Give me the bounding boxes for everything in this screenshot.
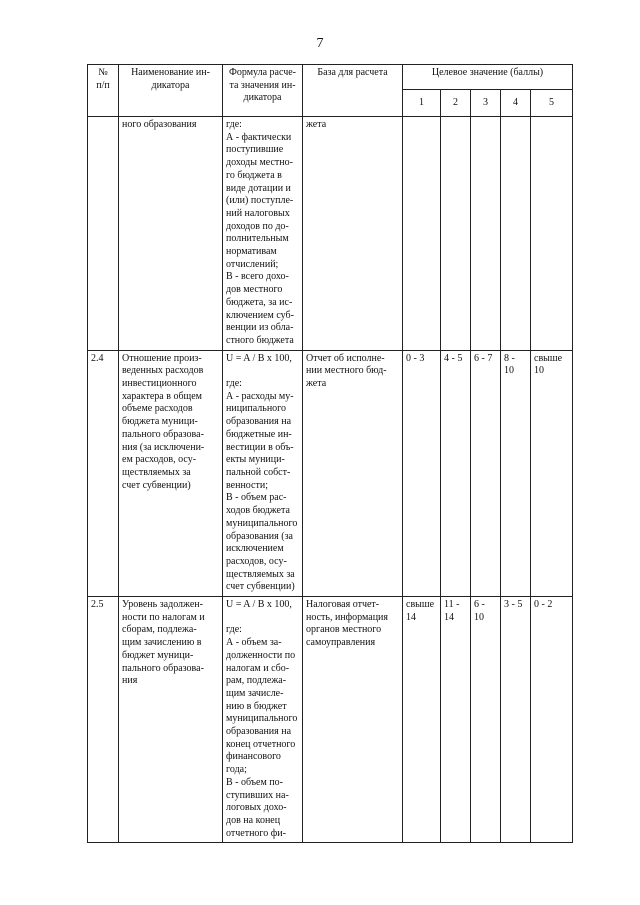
formula-cell: где: А - фактически поступившие доходы местно- го бюджета в виде дотации и (или) поступле- ний налоговых доходов по до- полнительным нормативам отчислений; В - всего дохо- дов местного бюджета, за ис- ключением суб- венции из обла- стного бюджета <box>223 117 303 351</box>
table-row <box>88 117 573 351</box>
target-value-1: свыше 14 <box>403 597 441 843</box>
base-cell: жета <box>303 117 403 351</box>
target-value-3: 6 - 7 <box>471 350 501 596</box>
base-cell: Отчет об исполне- нии местного бюд- жета <box>303 350 403 596</box>
header-formula: Формула расче- та значения ин- дикатора <box>223 65 303 117</box>
page-number: 7 <box>316 36 324 51</box>
target-value-3 <box>471 117 501 351</box>
formula-cell: U = A / B x 100, где: А - расходы му- ниципального образования на бюджетные ин- вестиции в объ- екты муници- пальной собст- венности; В - объем рас- ходов бюджета муниципального образования (за исключением расходов, осу- ществляемых за счет субвенции) <box>223 350 303 596</box>
target-value-4: 8 - 10 <box>501 350 531 596</box>
header-score-4: 4 <box>501 90 531 117</box>
target-value-1: 0 - 3 <box>403 350 441 596</box>
header-indicator-name: Наименование ин- дикатора <box>119 65 223 117</box>
header-score-1: 1 <box>403 90 441 117</box>
target-value-4: 3 - 5 <box>501 597 531 843</box>
indicator-table <box>87 64 573 843</box>
table-row <box>88 597 573 843</box>
header-score-3: 3 <box>471 90 501 117</box>
target-value-2: 11 - 14 <box>441 597 471 843</box>
indicator-name: ного образования <box>119 117 223 351</box>
table-row <box>88 350 573 596</box>
header-row <box>88 65 573 90</box>
formula-cell: U = A / B x 100, где: А - объем за- долженности по налогам и сбо- рам, подлежа- щим зачисле- нию в бюджет муниципального образования на конец отчетного финансового года; В - объем по- ступивших на- логовых дохо- дов на конец отчетного фи- <box>223 597 303 843</box>
target-value-5: свыше 10 <box>531 350 573 596</box>
header-target-value: Целевое значение (баллы) <box>403 65 573 90</box>
target-value-3: 6 - 10 <box>471 597 501 843</box>
row-number <box>88 117 119 351</box>
target-value-2: 4 - 5 <box>441 350 471 596</box>
target-value-5 <box>531 117 573 351</box>
target-value-2 <box>441 117 471 351</box>
header-score-5: 5 <box>531 90 573 117</box>
header-base: База для расчета <box>303 65 403 117</box>
indicator-name: Отношение произ- веденных расходов инвестиционного характера в общем объеме расходов бюджета муници- пального образова- ния (за исключени- ем расходов, осу- ществляемых за счет субвенции) <box>119 350 223 596</box>
target-value-1 <box>403 117 441 351</box>
indicator-name: Уровень задолжен- ности по налогам и сборам, подлежа- щим зачислению в бюджет муници- пального образова- ния <box>119 597 223 843</box>
header-score-2: 2 <box>441 90 471 117</box>
target-value-5: 0 - 2 <box>531 597 573 843</box>
row-number: 2.4 <box>88 350 119 596</box>
header-number: № п/п <box>88 65 119 117</box>
target-value-4 <box>501 117 531 351</box>
row-number: 2.5 <box>88 597 119 843</box>
base-cell: Налоговая отчет- ность, информация органов местного самоуправления <box>303 597 403 843</box>
